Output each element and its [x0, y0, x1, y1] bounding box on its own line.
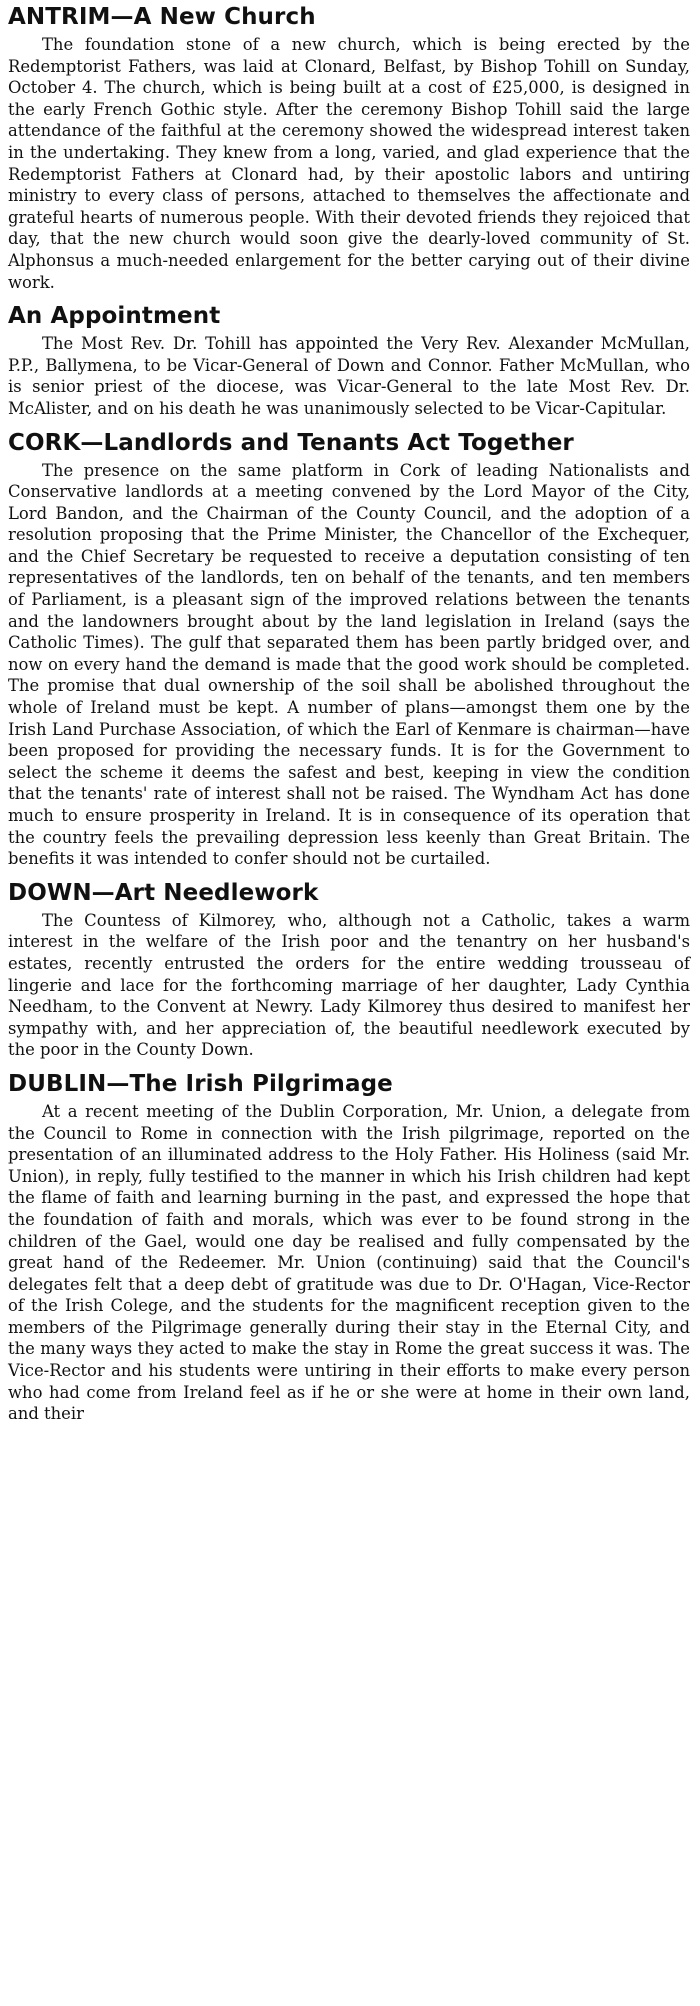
article-down [8, 878, 690, 1061]
article-headline: DOWN—Art Needlework [8, 879, 319, 906]
article-body: At a recent meeting of the Dublin Corporation, Mr. Union, a delegate from the Council to Rome in connection with the Irish pilgrimage, reported on the presentation of an illuminated address to the Holy Father. His Holiness (said Mr. Union), in reply, fully testified to the manner in which his Irish children had kept the flame of faith and learning burning in the past, and expressed the hope that the foundation of faith and morals, which was ever to be found strong in the children of the Gael, would one day be realised and fully compensated by the great hand of the Redeemer. Mr. Union (continuing) said that the Council's delegates felt that a deep debt of gratitude was due to Dr. O'Hagan, Vice-Rector of the Irish Colege, and the students for the magnificent reception given to the members of the Pilgrimage generally during their stay in the Eternal City, and the many ways they acted to make the stay in Rome the great success it was. The Vice-Rector and his students were untiring in their efforts to make every person who had come from Ireland feel as if he or she were at home in their own land, and their [8, 1101, 690, 1424]
article-headline: An Appointment [8, 303, 221, 330]
article-dublin [8, 1069, 690, 1425]
article-body: The Countess of Kilmorey, who, although not a Catholic, takes a warm interest in the welfare of the Irish poor and the tenantry on her husband's estates, recently entrusted the orders for the entire wedding trousseau of lingerie and lace for the forthcoming marriage of her daughter, Lady Cynthia Needham, to the Convent at Newry. Lady Kilmorey thus desired to manifest her sympathy with, and her appreciation of, the beautiful needlework executed by the poor in the County Down. [8, 910, 690, 1060]
article-body: The presence on the same platform in Cork of leading Nationalists and Conservative landlords at a meeting convened by the Lord Mayor of the City, Lord Bandon, and the Chairman of the County Council, and the adoption of a resolution proposing that the Prime Minister, the Chancellor of the Exchequer, and the Chief Secretary be requested to receive a deputation consisting of ten representatives of the landlords, ten on behalf of the tenants, and ten members of Parliament, is a pleasant sign of the improved relations between the tenants and the landowners brought about by the land legislation in Ireland (says the Catholic Times). The gulf that separated them has been partly bridged over, and now on every hand the demand is made that the good work should be completed. The promise that dual ownership of the soil shall be abolished throughout the whole of Ireland must be kept. A number of plans—amongst them one by the Irish Land Purchase Association, of which the Earl of Kenmare is chairman—have been proposed for providing the necessary funds. It is for the Government to select the scheme it deems the safest and best, keeping in view the condition that the tenants' rate of interest shall not be raised. The Wyndham Act has done much to ensure prosperity in Ireland. It is in consequence of its operation that the country feels the prevailing depression less keenly than Great Britain. The benefits it was intended to confer should not be curtailed. [8, 460, 690, 869]
article-body: The foundation stone of a new church, which is being erected by the Redemptorist Fathers, was laid at Clonard, Belfast, by Bishop Tohill on Sunday, October 4. The church, which is being built at a cost of £25,000, is designed in the early French Gothic style. After the ceremony Bishop Tohill said the large attendance of the faithful at the ceremony showed the widespread interest taken in the undertaking. They knew from a long, varied, and glad experience that the Redemptorist Fathers at Clonard had, by their apostolic labors and untiring ministry to every class of persons, attached to themselves the affectionate and grateful hearts of numerous people. With their devoted friends they rejoiced that day, that the new church would soon give the dearly-loved community of St. Alphonsus a much-needed enlargement for the better carying out of their divine work. [8, 35, 690, 292]
article-cork [8, 428, 690, 870]
article-body: The Most Rev. Dr. Tohill has appointed the Very Rev. Alexander McMullan, P.P., Ballymena, to be Vicar-General of Down and Connor. Father McMullan, who is senior priest of the diocese, was Vicar-General to the late Most Rev. Dr. McAlister, and on his death he was unanimously selected to be Vicar-Capitular. [8, 334, 690, 418]
article-headline: DUBLIN—The Irish Pilgrimage [8, 1070, 393, 1097]
article-antrim [8, 2, 690, 293]
article-headline: CORK—Landlords and Tenants Act Together [8, 429, 574, 456]
article-headline: ANTRIM—A New Church [8, 4, 316, 30]
article-appointment [8, 301, 690, 419]
